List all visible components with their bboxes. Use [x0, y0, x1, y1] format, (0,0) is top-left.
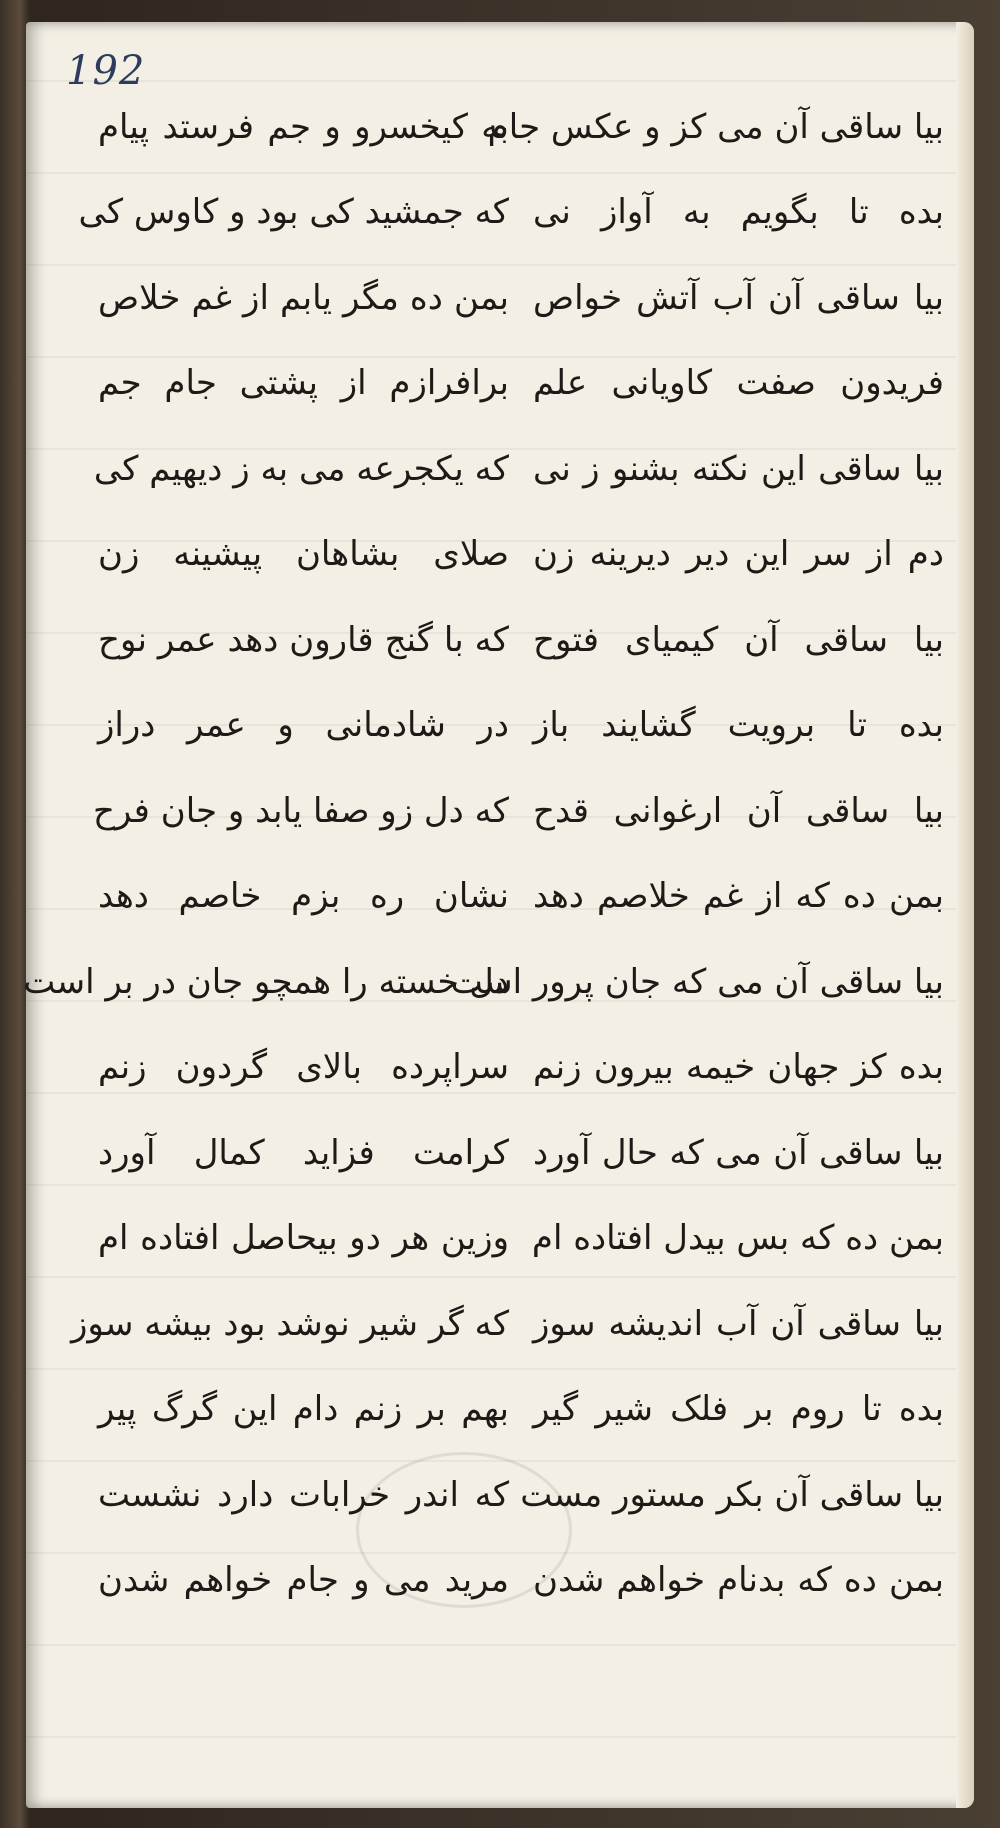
hemistich-right: بده تا روم بر فلک شیر گیر — [533, 1389, 944, 1430]
verse-line — [86, 1110, 956, 1196]
hemistich-left: که جمشید کی بود و کاوس کی — [78, 192, 509, 233]
verse-line — [78, 170, 956, 256]
hemistich-left: صلای بشاهان پیشینه زن — [98, 534, 509, 575]
folio-number: 192 — [66, 48, 146, 94]
hemistich-left: نشان ره بزم خاصم دهد — [98, 876, 509, 917]
hemistich-right: بمن ده که بس بیدل افتاده ام — [531, 1218, 944, 1259]
hemistich-left: بهم بر زنم دام این گرگ پیر — [98, 1389, 509, 1430]
hemistich-right: بیا ساقی آن می که حال آورد — [533, 1132, 944, 1173]
hemistich-left: که اندر خرابات دارد نشست — [98, 1474, 509, 1515]
hemistich-left: در شادمانی و عمر دراز — [98, 705, 509, 746]
hemistich-right: بیا ساقی آن می کز و عکس جام — [487, 106, 944, 147]
hemistich-left: به کیخسرو و جم فرستد پیام — [98, 106, 509, 147]
verse-line — [86, 1452, 956, 1538]
hemistich-left: کرامت فزاید کمال آورد — [98, 1132, 509, 1173]
hemistich-left: دل خسته را همچو جان در بر است — [23, 961, 509, 1002]
hemistich-left: وزین هر دو بیحاصل افتاده ام — [98, 1218, 509, 1259]
hemistich-left: که با گنج قارون دهد عمر نوح — [98, 619, 509, 660]
verse-line — [86, 84, 956, 170]
hemistich-right: بیا ساقی آن کیمیای فتوح — [533, 619, 944, 660]
verse-line — [86, 1367, 956, 1453]
verse-line — [23, 939, 956, 1025]
verse-line — [86, 1196, 956, 1282]
hemistich-right: بیا ساقی آن آب اندیشه سوز — [533, 1303, 944, 1344]
verse-line — [86, 1538, 956, 1624]
verse-line — [86, 768, 956, 854]
verse-line — [86, 255, 956, 341]
hemistich-right: بیا ساقی این نکته بشنو ز نی — [533, 448, 944, 489]
verse-line — [86, 426, 956, 512]
hemistich-right: بمن ده که بدنام خواهم شدن — [533, 1560, 944, 1601]
verse-line — [86, 512, 956, 598]
hemistich-right: بده تا بگویم به آواز نی — [533, 192, 944, 233]
hemistich-left: سراپرده بالای گردون زنم — [98, 1047, 509, 1088]
verse-line — [71, 1281, 956, 1367]
hemistich-left: برافرازم از پشتی جام جم — [98, 363, 509, 404]
hemistich-right: بیا ساقی آن می که جان پرور است — [450, 961, 944, 1002]
verse-line — [86, 683, 956, 769]
hemistich-right: بیا ساقی آن ارغوانی قدح — [533, 790, 944, 831]
hemistich-right: فریدون صفت کاویانی علم — [533, 363, 944, 404]
verse-line — [86, 597, 956, 683]
hemistich-right: بیا ساقی آن آب آتش خواص — [533, 277, 944, 318]
verse-line — [86, 341, 956, 427]
page-edge — [956, 22, 974, 1808]
hemistich-right: بیا ساقی آن بکر مستور مست — [520, 1474, 944, 1515]
verse-line — [86, 854, 956, 940]
verse-line — [86, 1025, 956, 1111]
hemistich-right: بده کز جهان خیمه بیرون زنم — [533, 1047, 944, 1088]
hemistich-left: بمن ده مگر یابم از غم خلاص — [98, 277, 509, 318]
hemistich-right: دم از سر این دیر دیرینه زن — [533, 534, 944, 575]
hemistich-left: که یکجرعه می به ز دیهیم کی — [93, 448, 509, 489]
hemistich-left: که گر شیر نوشد بود بیشه سوز — [71, 1303, 509, 1344]
manuscript-page — [23, 22, 974, 1808]
verse-list — [23, 84, 956, 1623]
hemistich-right: بمن ده که از غم خلاصم دهد — [533, 876, 944, 917]
hemistich-right: بده تا برویت گشایند باز — [533, 705, 944, 746]
hemistich-left: که دل زو صفا یابد و جان فرح — [92, 790, 509, 831]
hemistich-left: مرید می و جام خواهم شدن — [98, 1560, 509, 1601]
